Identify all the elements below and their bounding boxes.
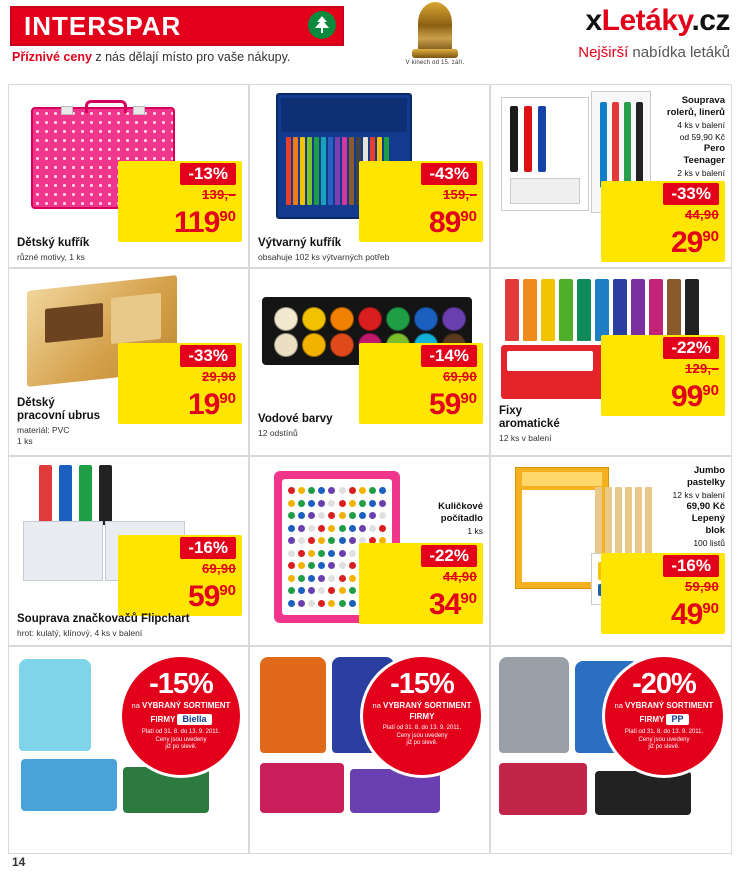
paint-dot xyxy=(414,307,438,331)
info-line: pastelky xyxy=(686,477,725,488)
price-tag xyxy=(118,161,242,242)
product-name-2: aromatické xyxy=(499,418,560,430)
old-price: 44,90 xyxy=(442,569,477,584)
old-price: 69,90 xyxy=(442,369,477,384)
price-main: 89 xyxy=(428,206,461,239)
paint-dot xyxy=(358,307,382,331)
interspar-logo-text: INTERSPAR xyxy=(24,10,182,41)
price-main: 29 xyxy=(670,226,703,259)
discount-badge: -16% xyxy=(663,555,719,577)
promo-validity-line: již po slevě. xyxy=(165,744,197,750)
product-desc: hrot: kulatý, klínový, 4 ks v balení xyxy=(17,628,143,638)
marker-icon xyxy=(667,279,681,341)
old-price: 44,90 xyxy=(684,207,719,222)
marker-icon xyxy=(559,279,573,341)
product-cell-rolery-linery[interactable] xyxy=(490,84,732,268)
promo-firmy: FIRMY xyxy=(409,712,435,721)
promo-validity xyxy=(122,729,240,752)
product-info xyxy=(613,465,725,549)
promo-validity-line: Ceny jsou uvedeny xyxy=(638,736,690,743)
product-cell-fixy-aromaticke[interactable] xyxy=(490,268,732,456)
info-line: 1 ks xyxy=(467,526,483,536)
site-logo-x: x xyxy=(585,4,602,37)
product-cell-detsky-kufrik[interactable] xyxy=(8,84,249,268)
product-name: Vodové barvy xyxy=(258,413,333,425)
new-price xyxy=(607,222,719,258)
marker-icon xyxy=(523,279,537,341)
price-tag xyxy=(359,543,483,624)
new-price xyxy=(124,576,236,612)
promo-discount: -15% xyxy=(390,668,454,700)
promo-line-1 xyxy=(605,701,723,710)
product-desc: obsahuje 102 ks výtvarných potřeb xyxy=(258,252,390,262)
paint-dot xyxy=(330,333,354,357)
promo-validity-line: již po slevě. xyxy=(648,744,680,750)
price-cents: 90 xyxy=(702,382,719,399)
site-logo-letaky: Letáky xyxy=(601,4,692,37)
marker-icon xyxy=(685,279,699,341)
promo-validity-line: již po slevě. xyxy=(406,740,438,746)
price-cents: 90 xyxy=(219,582,236,599)
backpack-image xyxy=(260,657,326,753)
promo-discount: -20% xyxy=(632,668,696,700)
price-main: 99 xyxy=(670,380,703,413)
promo-cell-cars[interactable] xyxy=(490,646,732,854)
backpack-image xyxy=(19,659,91,751)
paint-dot xyxy=(330,307,354,331)
product-grid xyxy=(8,84,732,854)
product-name: Dětský xyxy=(17,397,55,409)
suitcase-lock-icon xyxy=(133,106,145,115)
promo-sortiment: VYBRANÝ SORTIMENT xyxy=(141,701,231,710)
paint-dot xyxy=(302,333,326,357)
site-logo-cz: .cz xyxy=(691,4,730,37)
paint-dot xyxy=(274,307,298,331)
price-tag xyxy=(601,335,725,416)
discount-badge: -22% xyxy=(663,337,719,359)
promo-validity-line: Ceny jsou uvedeny xyxy=(396,732,448,739)
marker-icon xyxy=(631,279,645,341)
promo-validity xyxy=(605,729,723,752)
statue-caption: V kinech od 15. září. xyxy=(405,60,465,66)
price-tag xyxy=(118,343,242,424)
marker-icon xyxy=(79,465,92,525)
product-desc: materiál: PVC xyxy=(17,425,70,435)
info-line: počítadlo xyxy=(440,513,483,524)
product-name: Souprava značkovačů Flipchart xyxy=(17,613,190,625)
product-info xyxy=(615,95,725,179)
product-name-2: pracovní ubrus xyxy=(17,410,101,422)
promo-validity-line: Platí od 31. 8. do 13. 9. 2011. xyxy=(382,725,462,731)
discount-badge: -13% xyxy=(180,163,236,185)
price-main: 59 xyxy=(187,580,220,613)
info-line: Souprava xyxy=(681,95,725,106)
info-line: Pero xyxy=(703,143,725,154)
promo-cell-animals[interactable] xyxy=(249,646,490,854)
marker-icon xyxy=(59,465,72,525)
old-price: 69,90 xyxy=(201,561,236,576)
price-cents: 90 xyxy=(219,390,236,407)
discount-badge: -22% xyxy=(421,545,477,567)
info-line: 100 listů xyxy=(693,538,725,548)
site-tagline-rest: nabídka letáků xyxy=(628,44,730,61)
info-line: 12 ks v balení xyxy=(672,490,725,500)
new-price xyxy=(365,202,477,238)
discount-badge: -33% xyxy=(663,183,719,205)
marker-icon xyxy=(649,279,663,341)
promo-na: na xyxy=(131,701,140,710)
pencil-case-image xyxy=(499,763,587,815)
old-price: 129,– xyxy=(684,361,719,376)
price-cents: 90 xyxy=(702,228,719,245)
promo-line-1 xyxy=(122,701,240,710)
promo-badge xyxy=(605,657,723,775)
product-cell-vodove-barvy[interactable] xyxy=(249,268,490,456)
pencil-case-image-2 xyxy=(595,771,691,815)
paint-dot xyxy=(442,307,466,331)
promo-validity-line: Platí od 31. 8. do 13. 9. 2011. xyxy=(141,729,221,735)
marker-icon xyxy=(505,279,519,341)
promo-na: na xyxy=(372,701,381,710)
new-price xyxy=(607,376,719,412)
price-main: 19 xyxy=(187,388,220,421)
price-tag xyxy=(359,161,483,242)
slogan-strong: Příznivé ceny xyxy=(12,50,92,64)
promo-line-1 xyxy=(363,701,481,710)
marker-icon xyxy=(39,465,52,525)
promo-firmy: FIRMY xyxy=(639,715,665,724)
markers-row xyxy=(505,279,699,341)
promo-na: na xyxy=(614,701,623,710)
product-desc: 12 odstínů xyxy=(258,428,298,438)
product-name: Dětský kufřík xyxy=(17,237,90,249)
promo-badge xyxy=(122,657,240,775)
slogan-rest: z nás dělají místo pro vaše nákupy. xyxy=(91,50,291,64)
product-cell-flipchart[interactable] xyxy=(8,456,249,646)
product-desc-2: 1 ks xyxy=(17,436,33,446)
new-price xyxy=(124,384,236,420)
price-cents: 90 xyxy=(460,390,477,407)
discount-badge: -14% xyxy=(421,345,477,367)
product-desc: různé motivy, 1 ks xyxy=(17,252,85,262)
price-main: 49 xyxy=(670,598,703,631)
promo-validity xyxy=(363,725,481,748)
header-slogan xyxy=(12,50,290,64)
site-logo xyxy=(578,4,730,38)
info-line: 69,90 Kč xyxy=(686,501,725,512)
pencil-case-image-2 xyxy=(123,767,209,813)
backpack-image xyxy=(499,657,569,753)
marker-icon xyxy=(541,279,555,341)
price-cents: 90 xyxy=(702,600,719,617)
price-main: 34 xyxy=(428,588,461,621)
price-tag xyxy=(601,181,725,262)
promo-brand: Biella xyxy=(177,714,211,725)
pencil-case-image xyxy=(260,763,344,813)
product-info xyxy=(373,501,483,537)
pencil-case-image-2 xyxy=(350,769,440,813)
discount-badge: -16% xyxy=(180,537,236,559)
promo-sortiment: VYBRANÝ SORTIMENT xyxy=(382,701,472,710)
price-cents: 90 xyxy=(219,208,236,225)
paint-dot xyxy=(302,307,326,331)
promo-discount: -15% xyxy=(149,668,213,700)
old-price: 29,90 xyxy=(201,369,236,384)
promo-line-2 xyxy=(122,712,240,725)
pen-pack-image xyxy=(501,97,589,211)
marker-icon xyxy=(613,279,627,341)
movie-statue-image xyxy=(400,2,470,80)
product-cell-vytvarny-kufrik[interactable] xyxy=(249,84,490,268)
page-header xyxy=(0,0,740,66)
marker-icon xyxy=(577,279,591,341)
info-line: Lepený xyxy=(691,513,725,524)
promo-badge xyxy=(363,657,481,775)
product-name: Výtvarný kufřík xyxy=(258,237,342,249)
product-cell-jumbo-pastelky[interactable] xyxy=(490,456,732,646)
marker-icon xyxy=(595,279,609,341)
price-main: 59 xyxy=(428,388,461,421)
new-price xyxy=(607,594,719,630)
old-price: 59,90 xyxy=(684,579,719,594)
site-branding xyxy=(578,4,730,61)
new-price xyxy=(365,584,477,620)
marker-icon xyxy=(99,465,112,525)
info-line: 4 ks v balení xyxy=(677,120,725,130)
art-case-lid xyxy=(281,98,407,132)
promo-brand: PP xyxy=(666,714,688,725)
product-cell-pocitadlo[interactable] xyxy=(249,456,490,646)
price-tag xyxy=(601,553,725,634)
promo-firmy: FIRMY xyxy=(150,715,176,724)
old-price: 139,– xyxy=(201,187,236,202)
discount-badge: -43% xyxy=(421,163,477,185)
site-tagline xyxy=(578,44,730,61)
promo-sortiment: VYBRANÝ SORTIMENT xyxy=(624,701,714,710)
info-line: 2 ks v balení xyxy=(677,168,725,178)
info-line: od 59,90 Kč xyxy=(679,132,725,142)
promo-validity-line: Platí od 31. 8. do 13. 9. 2011. xyxy=(624,729,704,735)
info-line: blok xyxy=(705,525,725,536)
site-tagline-highlight: Nejširší xyxy=(578,44,629,61)
promo-cell-biella[interactable] xyxy=(8,646,249,854)
suitcase-lock-icon xyxy=(61,106,73,115)
price-tag xyxy=(359,343,483,424)
info-line: Jumbo xyxy=(693,465,725,476)
info-line: Teenager xyxy=(683,155,725,166)
promo-line-2 xyxy=(605,712,723,725)
statue-figure xyxy=(418,2,452,54)
price-cents: 90 xyxy=(460,590,477,607)
price-main: 119 xyxy=(173,206,220,239)
info-line: rolerů, linerů xyxy=(666,107,725,118)
new-price xyxy=(124,202,236,238)
new-price xyxy=(365,384,477,420)
paint-dot xyxy=(386,307,410,331)
price-tag xyxy=(118,535,242,616)
old-price: 159,– xyxy=(442,187,477,202)
flipchart-markers xyxy=(39,465,112,525)
product-cell-pracovni-ubrus[interactable] xyxy=(8,268,249,456)
product-name: Fixy xyxy=(499,405,523,417)
spar-tree-icon xyxy=(308,11,336,39)
info-line: Kuličkové xyxy=(438,501,483,512)
promo-line-2 xyxy=(363,712,481,721)
paint-dot xyxy=(274,333,298,357)
flipchart-pack-image xyxy=(23,521,103,581)
interspar-logo xyxy=(10,6,344,46)
pencil-case-image xyxy=(21,759,117,811)
discount-badge: -33% xyxy=(180,345,236,367)
page-number: 14 xyxy=(12,855,26,869)
promo-validity-line: Ceny jsou uvedeny xyxy=(155,736,207,743)
product-desc: 12 ks v balení xyxy=(499,433,552,443)
price-cents: 90 xyxy=(460,208,477,225)
